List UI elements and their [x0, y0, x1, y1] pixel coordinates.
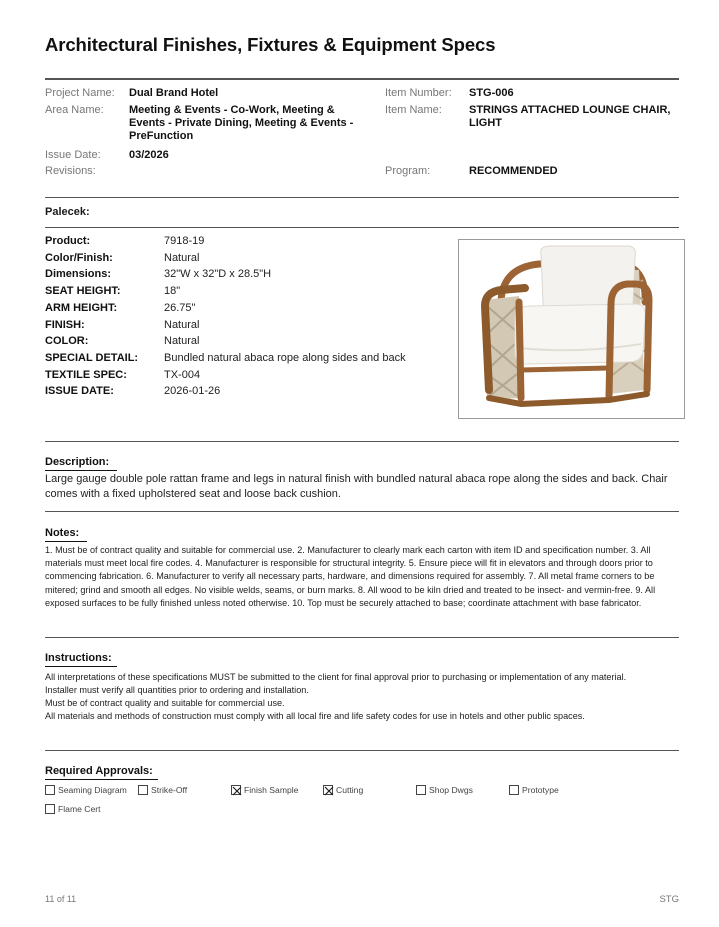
specs-divider	[45, 441, 679, 442]
approval-label: Prototype	[522, 785, 559, 795]
spec-label: SPECIAL DETAIL:	[45, 351, 139, 364]
checkbox[interactable]	[509, 785, 519, 795]
approval-label: Strike-Off	[151, 785, 188, 795]
page-number: 11 of 11	[45, 894, 77, 904]
instruction-line: Must be of contract quality and suitable for commercial use.	[45, 698, 285, 709]
description-text: Large gauge double pole rattan frame and legs in natural finish with bundled natural abaca rope along the sides and back. Chair comes with a fixed upholstered seat and loose back cushion.	[45, 473, 668, 500]
spec-value: Natural	[164, 335, 200, 348]
product-image	[458, 239, 685, 419]
item-name-value: STRINGS ATTACHED LOUNGE CHAIR, LIGHT	[469, 104, 671, 129]
project-name-label: Project Name:	[45, 87, 115, 99]
page-title: Architectural Finishes, Fixtures & Equipment Specs	[45, 34, 496, 55]
description-heading-label: Description:	[45, 456, 110, 468]
item-name-label: Item Name:	[385, 104, 442, 116]
spec-sheet-page	[45, 0, 679, 927]
heading-underline	[45, 666, 117, 667]
spec-label: Color/Finish:	[45, 251, 113, 264]
spec-label: Dimensions:	[45, 268, 112, 281]
x-mark-icon	[324, 786, 334, 796]
heading-underline	[45, 541, 87, 542]
notes-text: 1. Must be of contract quality and suitable for commercial use. 2. Manufacturer to clearly mark each carton with item ID and specification number. 3. All materials must meet local fire codes. 4. Manufacturer is responsible for structural integrity. 5. Ensure piece will fit in elevators and through doors prior to commencing fabrication. 6. Manufacturer to verify all necessary parts, hardware, and dimensions required for assembly. 7. All metal frame corners to be mitered; grind and smooth all edges. No visible welds, seams, or burn marks. 8. All wood to be kiln dried and treated to be insect- and vermin-free. 9. All exposed surfaces to be fully finished unless noted otherwise. 10. Top must be securely attached to base; coordinate attachment with base fabricator.	[45, 545, 656, 608]
approvals-heading	[45, 765, 153, 777]
project-name-value: Dual Brand Hotel	[129, 87, 219, 99]
heading-underline	[45, 470, 117, 471]
spec-label: ISSUE DATE:	[45, 385, 114, 398]
checkbox[interactable]	[45, 804, 55, 814]
heading-underline	[45, 779, 158, 780]
spec-label: ARM HEIGHT:	[45, 301, 118, 314]
notes-heading	[45, 527, 79, 539]
description-heading	[45, 456, 109, 468]
lounge-chair-illustration	[459, 240, 684, 418]
vendor-name: Palecek:	[45, 206, 90, 218]
checkbox[interactable]	[45, 785, 55, 795]
instructions-divider	[45, 750, 679, 751]
description-divider	[45, 511, 679, 512]
checkbox-checked[interactable]	[231, 785, 241, 795]
spec-value: 2026-01-26	[164, 385, 221, 398]
approvals-heading-label: Required Approvals:	[45, 765, 153, 777]
footer-code: STG	[659, 894, 679, 905]
spec-label: SEAT HEIGHT:	[45, 285, 121, 298]
notes-divider	[45, 637, 679, 638]
spec-label: TEXTILE SPEC:	[45, 368, 127, 381]
approval-label: Shop Dwgs	[429, 785, 473, 795]
instruction-line: All interpretations of these specifications MUST be submitted to the client for final approval prior to purchasing or implementation of any material.	[45, 672, 627, 682]
issue-date-value: 03/2026	[129, 149, 169, 161]
instruction-line: Installer must verify all quantities prior to ordering and installation.	[45, 685, 309, 696]
vendor-divider	[45, 227, 679, 228]
spec-label: Product:	[45, 235, 91, 247]
spec-value: 26.75"	[164, 301, 196, 314]
notes-heading-label: Notes:	[45, 527, 80, 539]
spec-value: 7918-19	[164, 235, 205, 247]
checkbox[interactable]	[138, 785, 148, 795]
issue-date-label: Issue Date:	[45, 149, 101, 161]
spec-value: 32"W x 32"D x 28.5"H	[164, 268, 272, 281]
approval-label: Flame Cert	[58, 804, 101, 814]
spec-label: COLOR:	[45, 335, 89, 348]
instruction-line: All materials and methods of construction must comply with all local fire and life safety codes for use in hotels and other public spaces.	[45, 711, 585, 722]
spec-value: TX-004	[164, 368, 201, 381]
instructions-heading	[45, 652, 112, 664]
spec-value: Bundled natural abaca rope along sides and back	[164, 351, 406, 364]
instructions-heading-label: Instructions:	[45, 652, 112, 664]
area-name-label: Area Name:	[45, 104, 104, 116]
item-number-label: Item Number:	[385, 87, 452, 99]
instructions-text	[45, 671, 679, 723]
item-number-value: STG-006	[469, 87, 514, 99]
program-label: Program:	[385, 165, 431, 177]
approval-label: Cutting	[336, 785, 364, 795]
x-mark-icon	[232, 786, 242, 796]
spec-value: Natural	[164, 318, 200, 331]
program-value: RECOMMENDED	[469, 165, 558, 177]
spec-label: FINISH:	[45, 318, 85, 331]
approval-label: Seaming Diagram	[58, 785, 127, 795]
checkbox-checked[interactable]	[323, 785, 333, 795]
checkbox[interactable]	[416, 785, 426, 795]
revisions-label: Revisions:	[45, 165, 96, 177]
spec-value: 18"	[164, 285, 181, 298]
spec-value: Natural	[164, 251, 200, 264]
header-divider	[45, 78, 679, 80]
approval-label: Finish Sample	[244, 785, 299, 795]
area-name-value: Meeting & Events - Co-Work, Meeting & Events - Private Dining, Meeting & Events - PreFunction	[129, 104, 354, 142]
meta-divider	[45, 197, 679, 198]
